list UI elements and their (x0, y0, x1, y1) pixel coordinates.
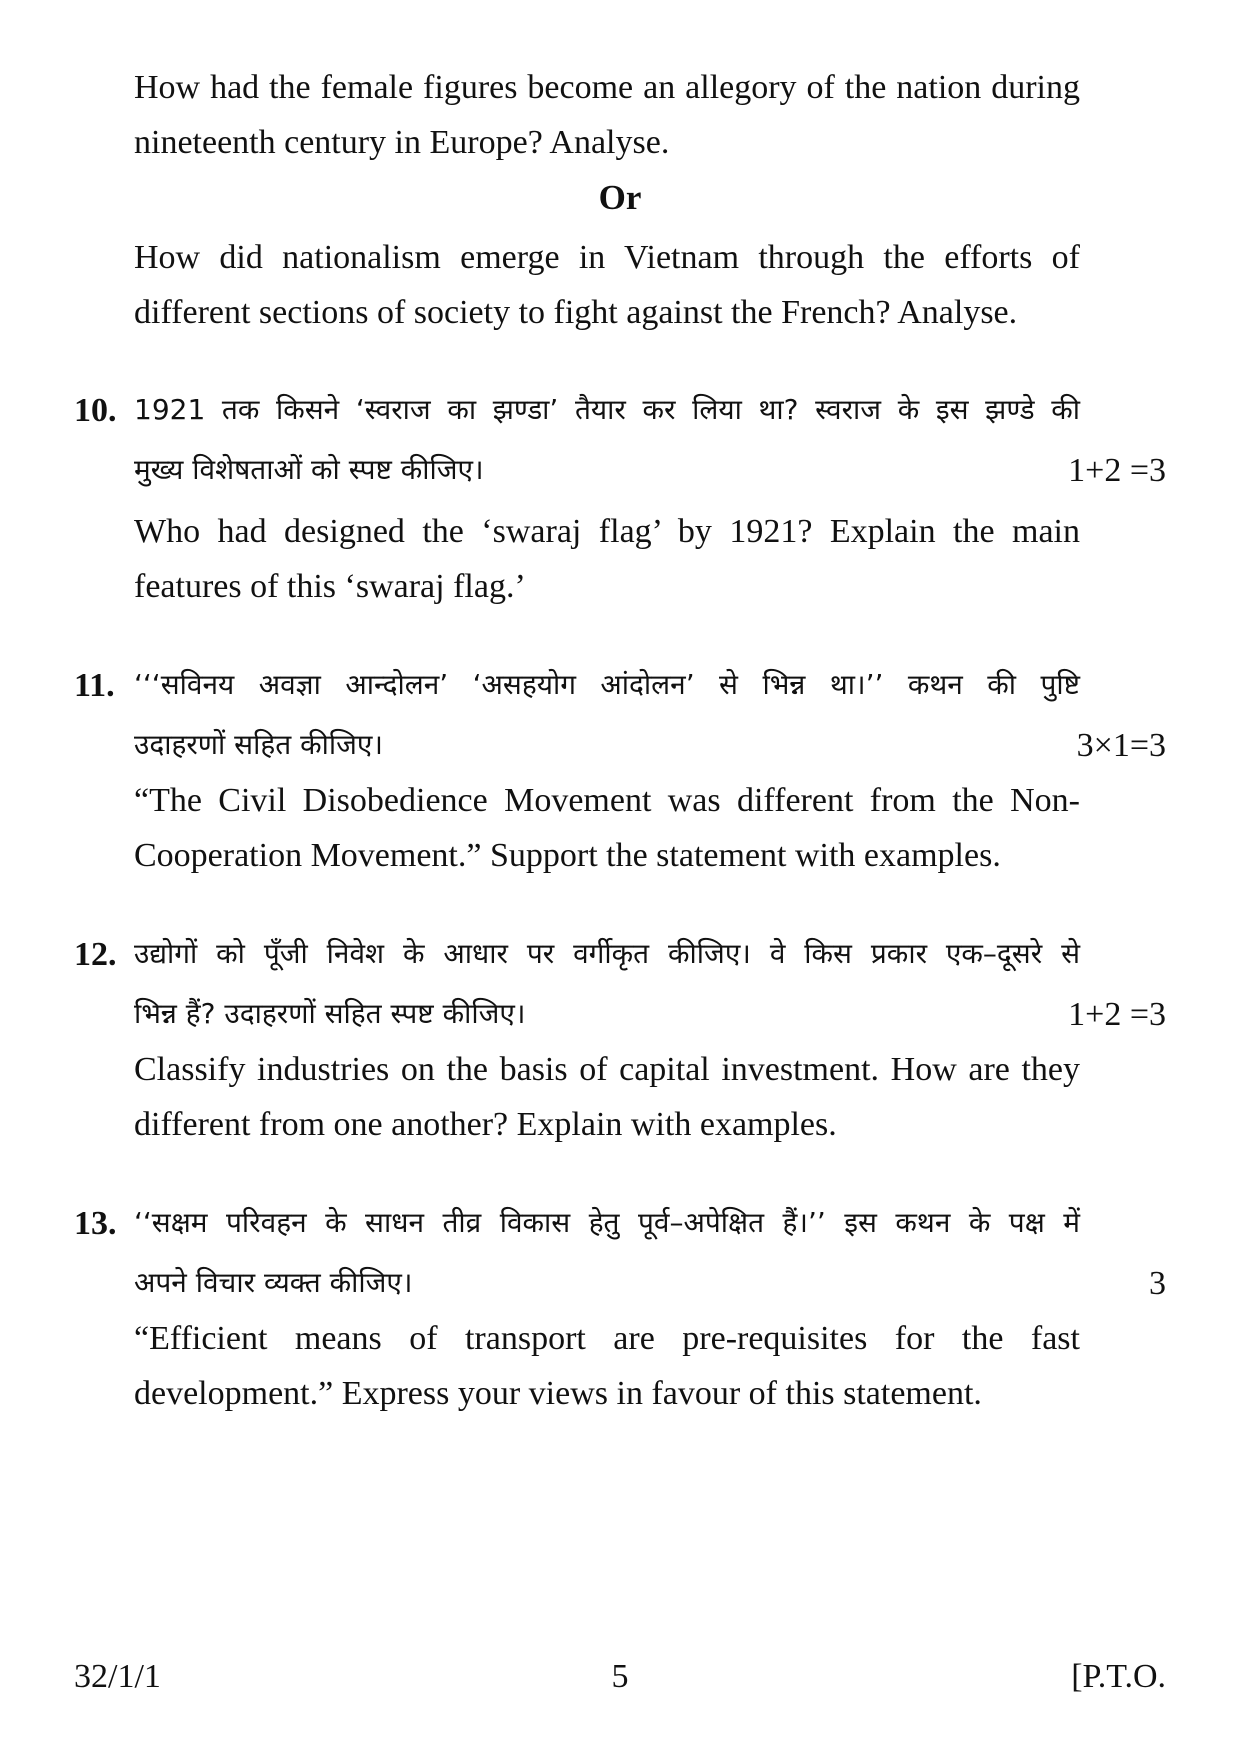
paper-code: 32/1/1 (74, 1658, 161, 1695)
question-hindi-line-1: ‘‘सक्षम परिवहन के साधन तीव्र विकास हेतु पूर्व–अपेक्षित हैं।’’ इस कथन के पक्ष में (134, 1206, 1080, 1239)
or-separator: Or (598, 178, 642, 217)
question-hindi-line-1: ‘‘‘सविनय अवज्ञा आन्दोलन’ ‘असहयोग आंदोलन’ से भिन्न था।’’ कथन की पुष्टि (134, 668, 1080, 701)
question-english-text: Who had designed the ‘swaraj flag’ by 1921? Explain the main features of this ‘swaraj flag.’ (134, 513, 1080, 605)
question-hindi-line-2: मुख्य विशेषताओं को स्पष्ट कीजिए। (134, 453, 484, 486)
question-marks: 1+2 =3 (1068, 996, 1166, 1033)
page-number: 5 (611, 1658, 629, 1695)
question-hindi-line-2: अपने विचार व्यक्त कीजिए। (134, 1266, 413, 1299)
question-hindi-line-2: भिन्न हैं? उदाहरणों सहित स्पष्ट कीजिए। (134, 997, 526, 1030)
question-number: 11. (74, 667, 115, 704)
question-marks: 3 (1149, 1265, 1166, 1302)
question-hindi-line-1: उद्योगों को पूँजी निवेश के आधार पर वर्गीकृत कीजिए। वे किस प्रकार एक–दूसरे से (134, 937, 1080, 970)
question-hindi-line-2: उदाहरणों सहित कीजिए। (134, 728, 383, 761)
question-marks: 3×1=3 (1076, 727, 1166, 764)
question-number: 10. (74, 392, 117, 429)
q9-part-b-text: How did nationalism emerge in Vietnam through the efforts of different sections of society to fight against the French? Analyse. (134, 239, 1080, 331)
question-number: 12. (74, 936, 117, 973)
question-number: 13. (74, 1205, 117, 1242)
question-hindi-line-1: 1921 तक किसने ‘स्वराज का झण्डा’ तैयार कर लिया था? स्वराज के इस झण्डे की (134, 393, 1080, 426)
q9-part-a-text: How had the female figures become an allegory of the nation during nineteenth century in Europe? Analyse. (134, 69, 1080, 161)
question-marks: 1+2 =3 (1068, 452, 1166, 489)
question-english-text: “Efficient means of transport are pre-requisites for the fast development.” Express your views in favour of this statement. (134, 1320, 1080, 1412)
question-english-text: “The Civil Disobedience Movement was different from the Non-Cooperation Movement.” Support the statement with examples. (134, 782, 1080, 874)
question-english-text: Classify industries on the basis of capital investment. How are they different from one another? Explain with examples. (134, 1051, 1080, 1143)
pto-label: [P.T.O. (1071, 1658, 1166, 1695)
